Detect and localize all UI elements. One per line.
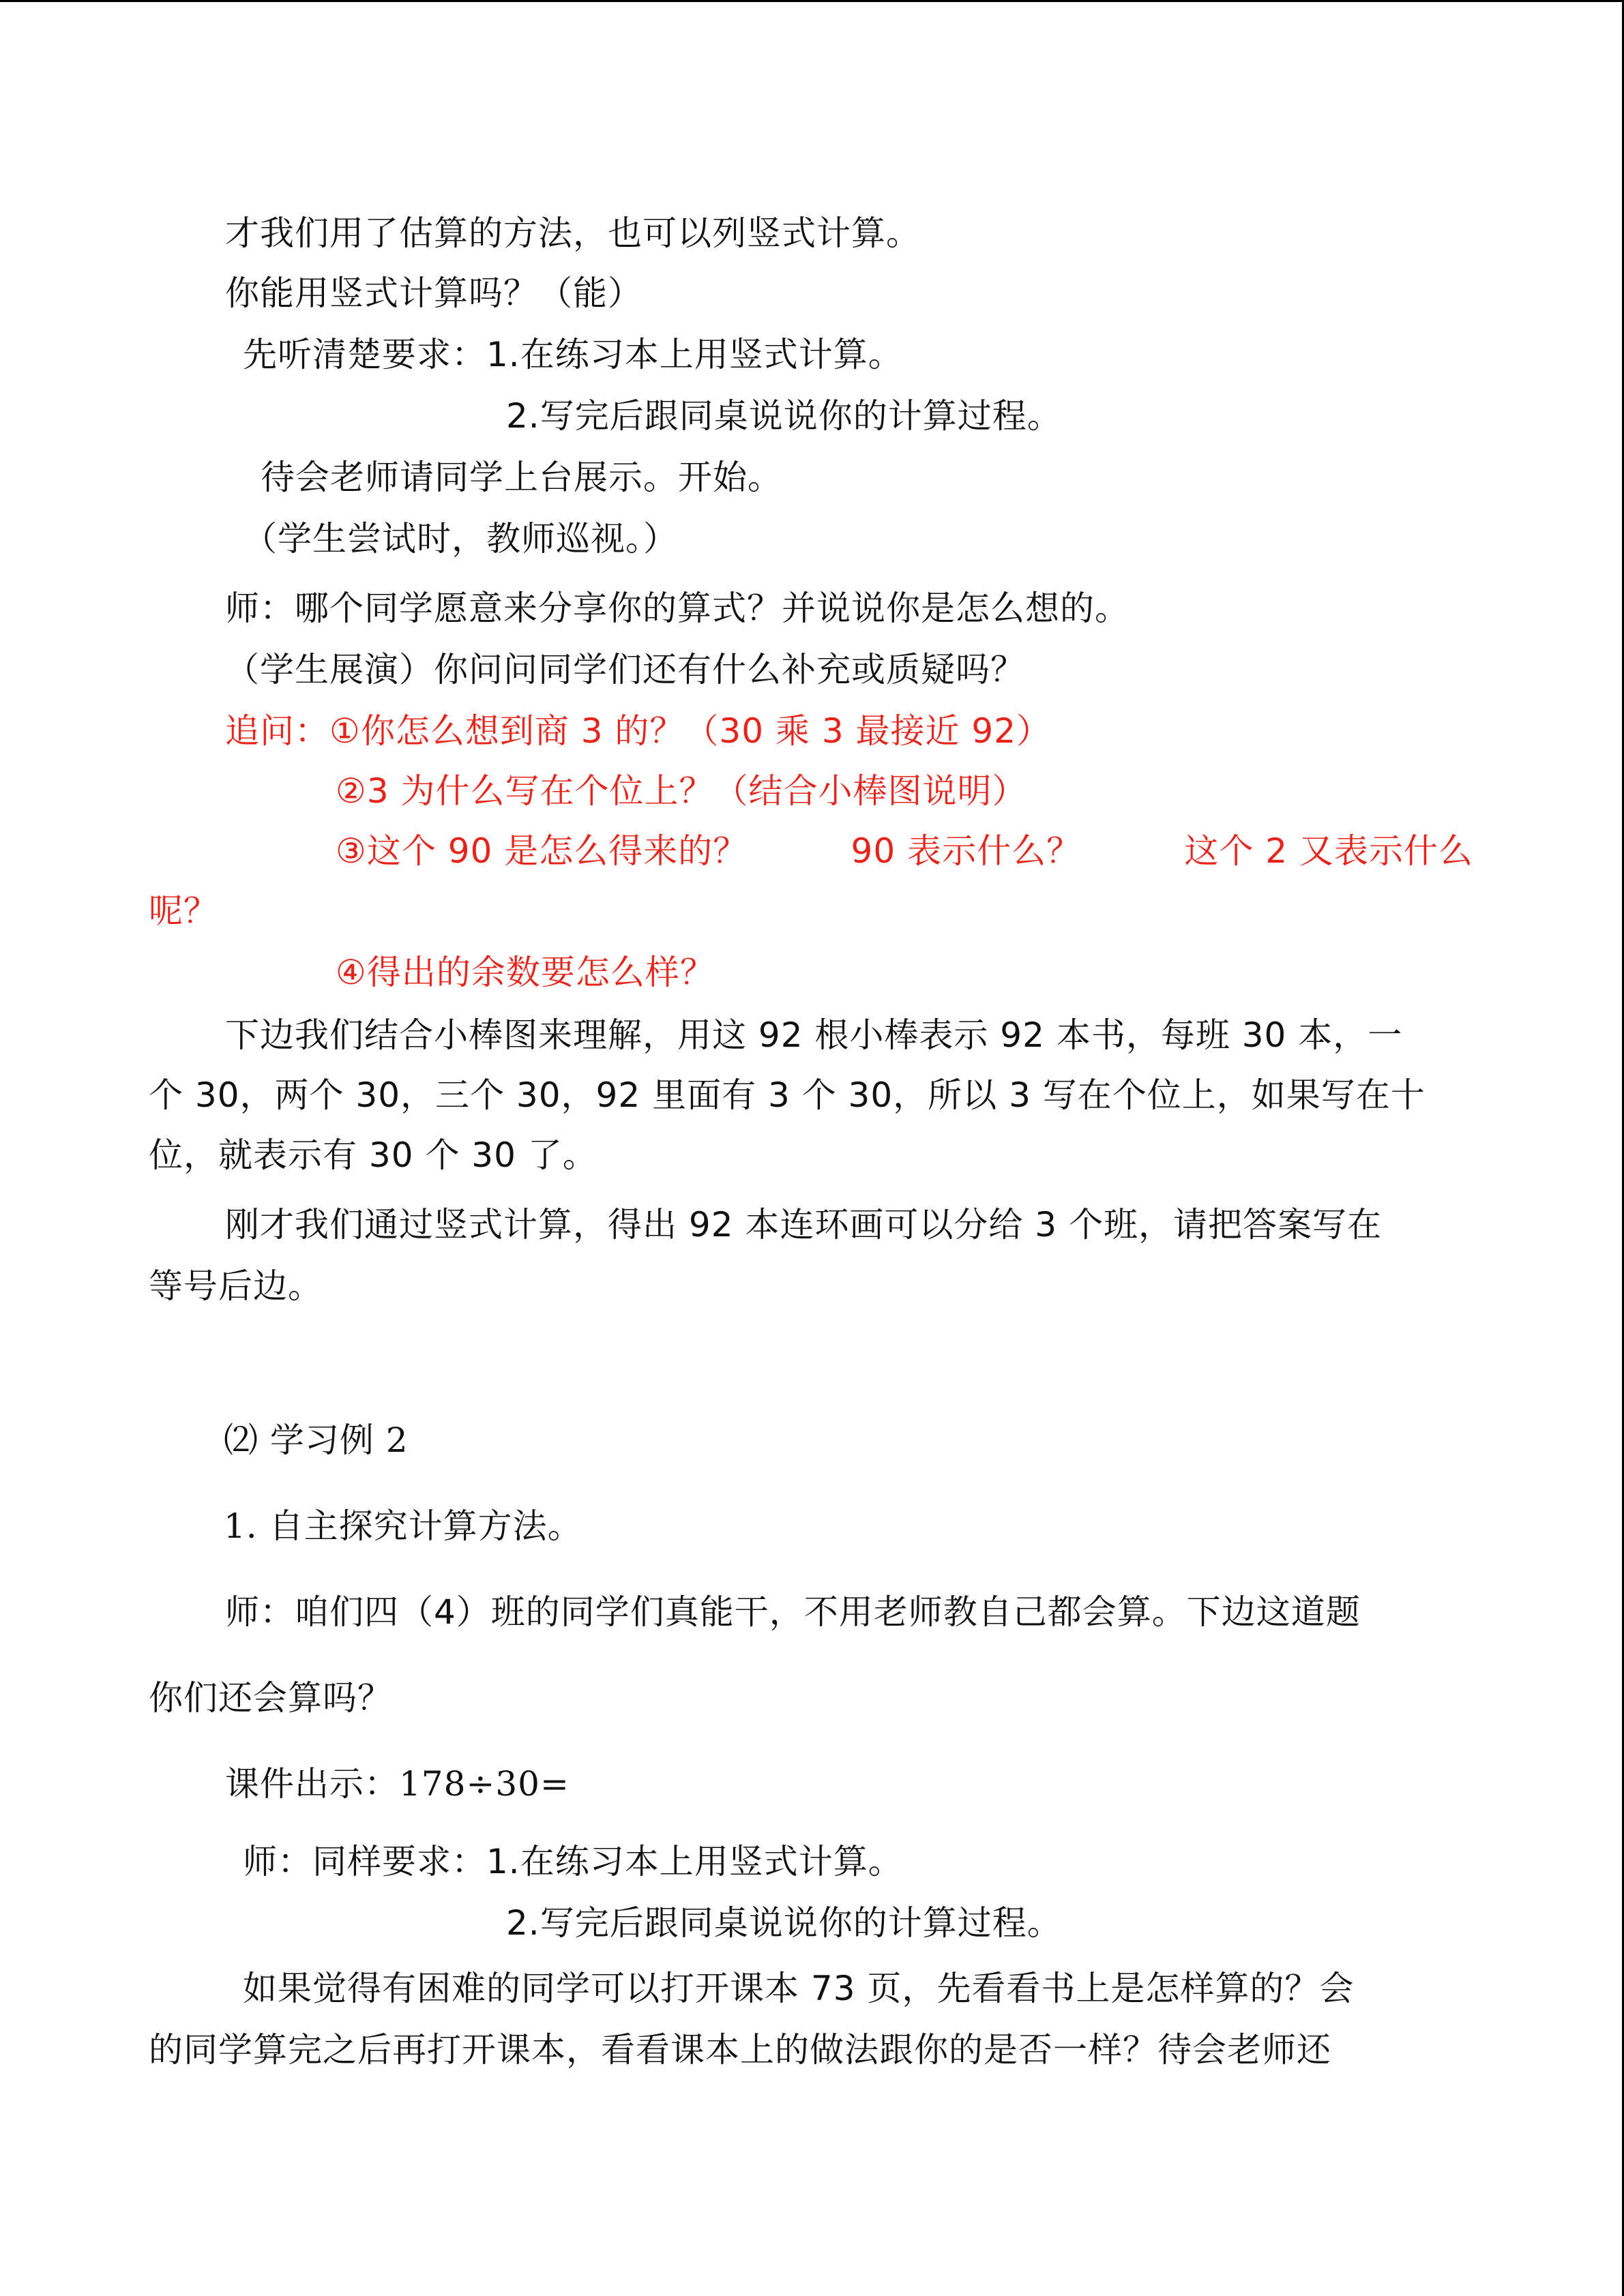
paragraph-line-6: （学生尝试时，教师巡视。）: [243, 519, 678, 558]
courseware-display: 课件出示：178÷30=: [225, 1764, 570, 1804]
paragraph-line-22: 你们还会算吗？: [149, 1678, 392, 1718]
followup-question-2: ②3 为什么写在个位上？（结合小棒图说明）: [336, 771, 1027, 811]
followup-question-3-part-c: 这个 2 又表示什么: [1184, 831, 1473, 871]
paragraph-line-15: 个 30，两个 30，三个 30，92 里面有 3 个 30，所以 3 写在个位上，如果写在十: [149, 1075, 1426, 1115]
requirement-line-4: 2.写完后跟同桌说说你的计算过程。: [506, 1903, 1062, 1943]
paragraph-line-27: 的同学算完之后再打开课本，看看课本上的做法跟你的是否一样？待会老师还: [149, 2030, 1331, 2070]
paragraph-line-16: 位，就表示有 30 个 30 了。: [149, 1135, 597, 1175]
requirement-line-3: 师：同样要求：1.在练习本上用竖式计算。: [243, 1842, 903, 1881]
requirement-line-2: 2.写完后跟同桌说说你的计算过程。: [506, 396, 1062, 436]
paragraph-line-1: 才我们用了估算的方法，也可以列竖式计算。: [225, 213, 921, 253]
paragraph-line-21: 师：咱们四（4）班的同学们真能干，不用老师教自己都会算。下边这道题: [225, 1592, 1361, 1632]
followup-question-3: [336, 831, 1473, 871]
paragraph-line-26: 如果觉得有困难的同学可以打开课本 73 页，先看看书上是怎样算的？会: [243, 1969, 1355, 2008]
paragraph-line-8: （学生展演）你问问同学们还有什么补充或质疑吗？: [225, 650, 1025, 689]
paragraph-line-17: 刚才我们通过竖式计算，得出 92 本连环画可以分给 3 个班，请把答案写在: [225, 1205, 1383, 1244]
followup-question-3-continuation: 呢？: [149, 891, 218, 931]
followup-question-3-part-a: ③这个 90 是怎么得来的？: [336, 831, 748, 871]
paragraph-line-14: 下边我们结合小棒图来理解，用这 92 根小棒表示 92 本书，每班 30 本，一: [225, 1015, 1403, 1055]
paragraph-line-2: 你能用竖式计算吗？（能）: [225, 273, 643, 313]
followup-question-3-part-b: 90 表示什么？: [851, 831, 1082, 871]
followup-question-4: ④得出的余数要怎么样？: [336, 953, 715, 992]
paragraph-line-18: 等号后边。: [149, 1266, 323, 1306]
subsection-heading: 1. 自主探究计算方法。: [224, 1506, 582, 1546]
followup-question-1: 追问：①你怎么想到商 3 的？（30 乘 3 最接近 92）: [225, 711, 1052, 751]
section-heading-example-2: ⑵ 学习例 2: [224, 1420, 409, 1460]
paragraph-line-5: 待会老师请同学上台展示。开始。: [261, 458, 782, 497]
requirement-line-1: 先听清楚要求：1.在练习本上用竖式计算。: [243, 335, 903, 374]
paragraph-line-7: 师：哪个同学愿意来分享你的算式？并说说你是怎么想的。: [225, 588, 1130, 628]
